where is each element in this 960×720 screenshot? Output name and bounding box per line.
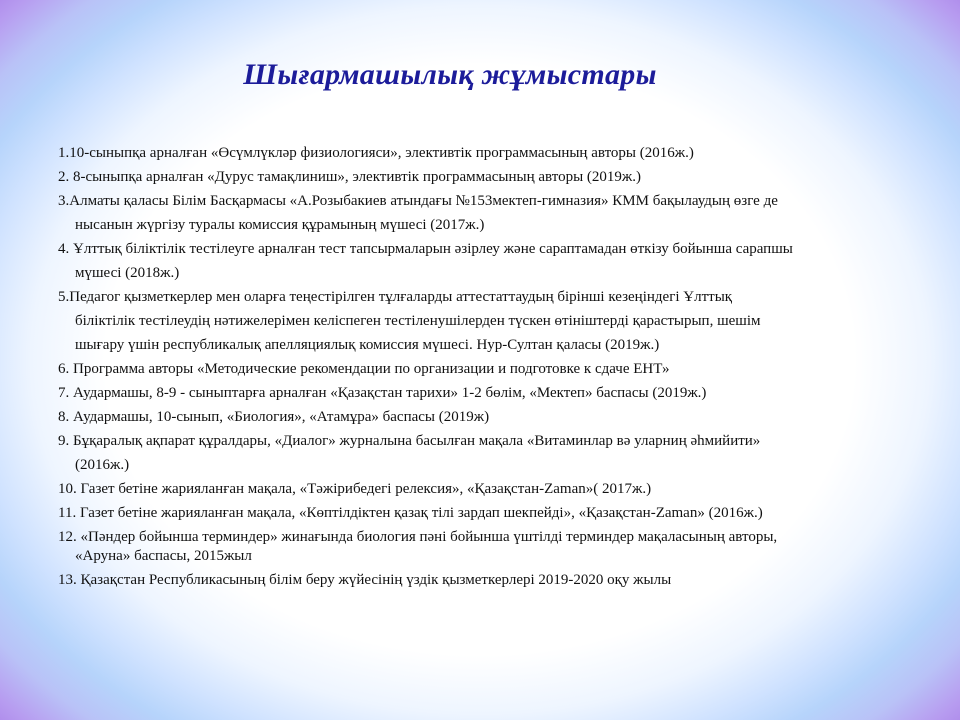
achievements-list: [58, 141, 918, 592]
list-item: [58, 429, 918, 477]
list-item-continuation: шығару үшін республикалық апелляциялық комиссия мүшесі. Нур-Султан қаласы (2019ж.): [75, 337, 660, 353]
list-item: [58, 477, 918, 501]
list-item-continuation: мүшесі (2018ж.): [75, 265, 180, 281]
list-item: [58, 189, 918, 237]
list-item: [58, 165, 918, 189]
list-item-text: 6. Программа авторы «Методические рекомендации по организации и подготовке к сдаче ЕНТ»: [58, 361, 670, 377]
list-item-text: 7. Аудармашы, 8-9 - сыныптарға арналған «Қазақстан тарихи» 1-2 бөлім, «Мектеп» баспасы (2019ж.): [58, 385, 707, 401]
list-item: [58, 237, 918, 285]
list-item-text: 2. 8-сыныпқа арналған «Дурус тамақлиниш», элективтік программасының авторы (2019ж.): [58, 169, 642, 185]
list-item-text: 9. Бұқаралық ақпарат құралдары, «Диалог» журналына басылған мақала «Витаминлар вә уларниң әһмийити»: [58, 433, 761, 449]
list-item-text: 8. Аудармашы, 10-сынып, «Биология», «Атамұра» баспасы (2019ж): [58, 409, 490, 425]
list-item-text: 11. Газет бетіне жарияланған мақала, «Көптілдіктен қазақ тілі зардап шекпейді», «Қазақстан-Zaman» (2016ж.): [58, 505, 763, 521]
list-item-text: 5.Педагог қызметкерлер мен оларға теңестірілген тұлғаларды аттестаттаудың бірінші кезеңіндегі Ұлттық: [58, 289, 733, 305]
list-item-text: 4. Ұлттық біліктілік тестілеуге арналған тест тапсырмаларын әзірлеу және сараптамадан өткізу бойынша сарапшы: [58, 241, 793, 257]
list-item-text: 13. Қазақстан Республикасының білім беру жүйесінің үздік қызметкерлері 2019-2020 оқу жылы: [58, 572, 672, 588]
list-item: [58, 141, 918, 165]
list-item-text: 3.Алматы қаласы Білім Басқармасы «А.Розыбакиев атындағы №153мектеп-гимназия» КММ бақылаудың өзге де: [58, 193, 778, 209]
page-title: Шығармашылық жұмыстары: [243, 58, 657, 91]
list-item: [58, 381, 918, 405]
list-item-text: 12. «Пәндер бойынша терминдер» жинағында биология пәні бойынша үштілді терминдер мақаласының авторы,: [58, 529, 778, 545]
list-item: [58, 568, 918, 592]
list-item: [58, 405, 918, 429]
list-item-text: 10. Газет бетіне жарияланған мақала, «Тәжірибедегі релексия», «Қазақстан-Zaman»( 2017ж.): [58, 481, 652, 497]
list-item-continuation: нысанын жүргізу туралы комиссия құрамының мүшесі (2017ж.): [75, 217, 485, 233]
list-item: [58, 501, 918, 525]
list-item-continuation: біліктілік тестілеудің нәтижелерімен келіспеген тестіленушілерден түскен өтініштерді қарастырып, шешім: [75, 313, 761, 329]
list-item-continuation: (2016ж.): [75, 457, 130, 473]
list-item: [58, 357, 918, 381]
list-item-continuation: «Аруна» баспасы, 2015жыл: [75, 548, 252, 564]
list-item: [58, 528, 918, 566]
list-item-text: 1.10-сыныпқа арналған «Өсүмлүкләр физиологияси», элективтік программасының авторы (2016ж.): [58, 145, 694, 161]
list-item: [58, 285, 918, 357]
